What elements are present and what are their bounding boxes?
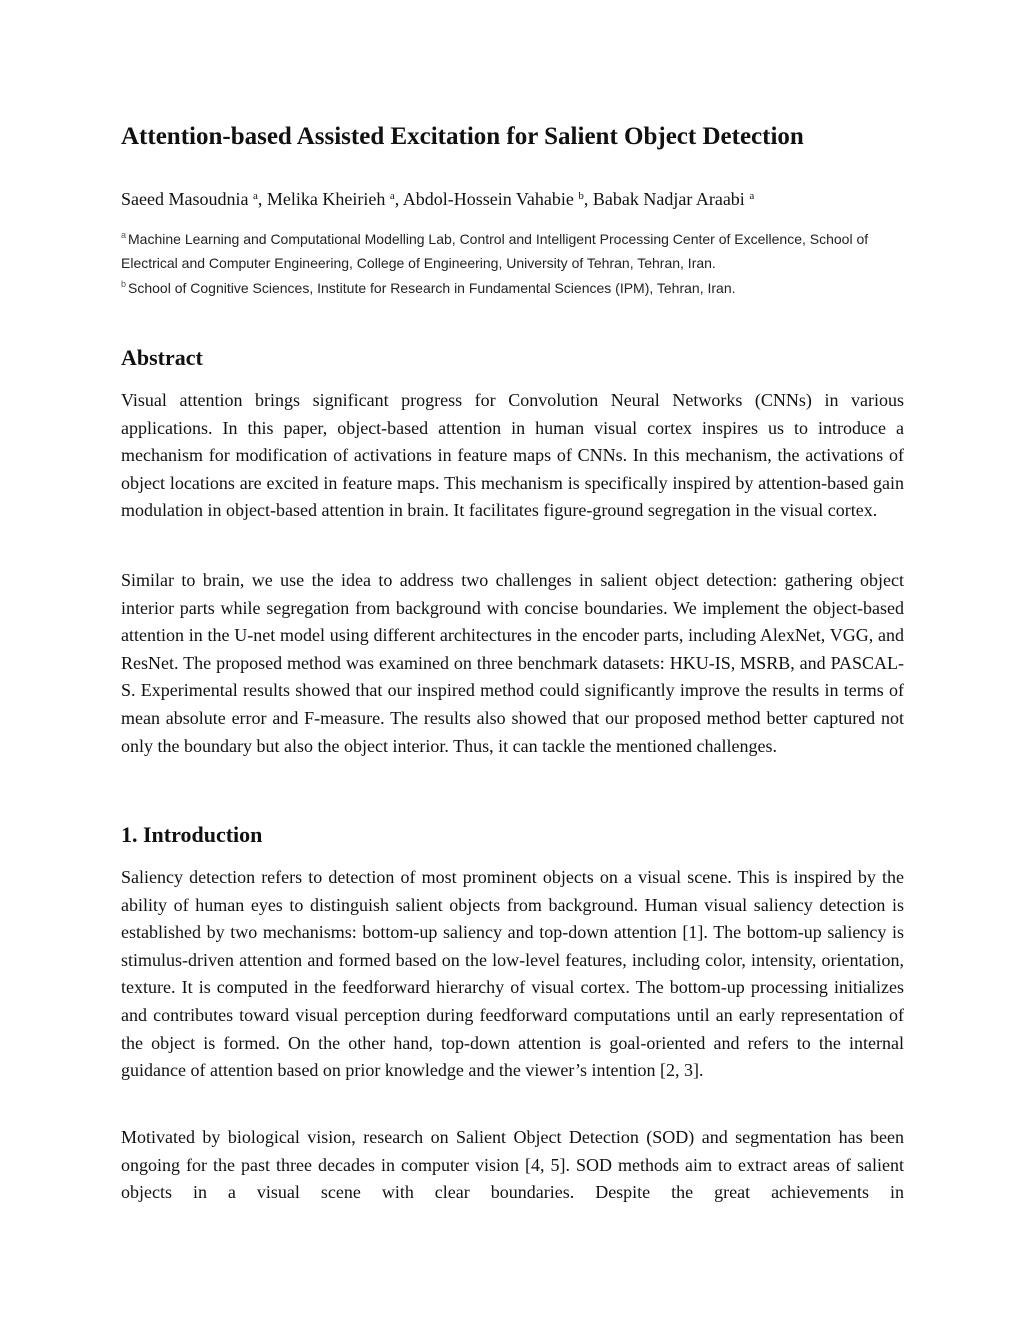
affiliation-mark: a	[121, 230, 127, 240]
introduction-paragraph: Motivated by biological vision, research on Salient Object Detection (SOD) and segmentation has been ongoing for the past three decades in computer vision [4, 5]. SOD methods aim to extract areas of salient objects in a visual scene with clear boundaries. Despite the great achievements in	[121, 1127, 904, 1203]
author-affiliation-mark: a	[749, 190, 755, 202]
affiliation-text: Machine Learning and Computational Modelling Lab, Control and Intelligent Processing Center of Excellence, School of Electrical and Computer Engineering, College of Engineering, University of Tehran, Tehran, Iran.	[121, 231, 869, 271]
abstract-paragraph: Visual attention brings significant progress for Convolution Neural Networks (CNNs) in various applications. In this paper, object-based attention in human visual cortex inspires us to introduce a mechanism for modification of activations in feature maps of CNNs. In this mechanism, the activations of object locations are excited in feature maps. This mechanism is specifically inspired by attention-based gain modulation in object-based attention in brain. It facilitates figure-ground segregation in the visual cortex.	[121, 390, 904, 521]
affiliation-text: School of Cognitive Sciences, Institute for Research in Fundamental Sciences (IPM), Tehran, Iran.	[128, 280, 736, 296]
author-affiliation-mark: b	[578, 190, 584, 202]
author: Babak Nadjar Araabi $^a$	[592, 189, 755, 209]
affiliation-a	[121, 227, 904, 275]
introduction-paragraph: Saliency detection refers to detection of most prominent objects on a visual scene. This is inspired by the ability of human eyes to distinguish salient objects from background. Human visual saliency detection is established by two mechanisms: bottom-up saliency and top-down attention [1]. The bottom-up saliency is stimulus-driven attention and formed based on the low-level features, including color, intensity, orientation, texture. It is computed in the feedforward hierarchy of visual cortex. The bottom-up processing initializes and contributes toward visual perception during feedforward computations until an early representation of the object is formed. On the other hand, top-down attention is goal-oriented and refers to the internal guidance of attention based on prior knowledge and the viewer’s intention [2, 3].	[121, 867, 904, 1081]
author-affiliation-mark: a	[389, 190, 395, 202]
author: Abdol-Hossein Vahabie $^b$,	[402, 189, 593, 209]
abstract-paragraph: Similar to brain, we use the idea to address two challenges in salient object detection: gathering object interior parts while segregation from background with concise boundaries. We implement the object-based attention in the U-net model using different architectures in the encoder parts, including AlexNet, VGG, and ResNet. The proposed method was examined on three benchmark datasets: HKU-IS, MSRB, and PASCAL-S. Experimental results showed that our inspired method could significantly improve the results in terms of mean absolute error and F-measure. The results also showed that our proposed method better captured not only the boundary but also the object interior. Thus, it can tackle the mentioned challenges.	[121, 570, 904, 756]
introduction-heading: 1. Introduction	[121, 822, 263, 847]
author: Melika Kheirieh $^a$,	[266, 189, 403, 209]
author-affiliation-mark: a	[252, 190, 258, 202]
paper-title: Attention-based Assisted Excitation for Salient Object Detection	[121, 123, 804, 150]
author-list	[121, 186, 904, 212]
author: Saeed Masoudnia $^a$,	[121, 189, 267, 209]
affiliation-mark: b	[121, 279, 127, 289]
abstract-heading: Abstract	[121, 345, 203, 370]
affiliation-b	[121, 276, 904, 300]
